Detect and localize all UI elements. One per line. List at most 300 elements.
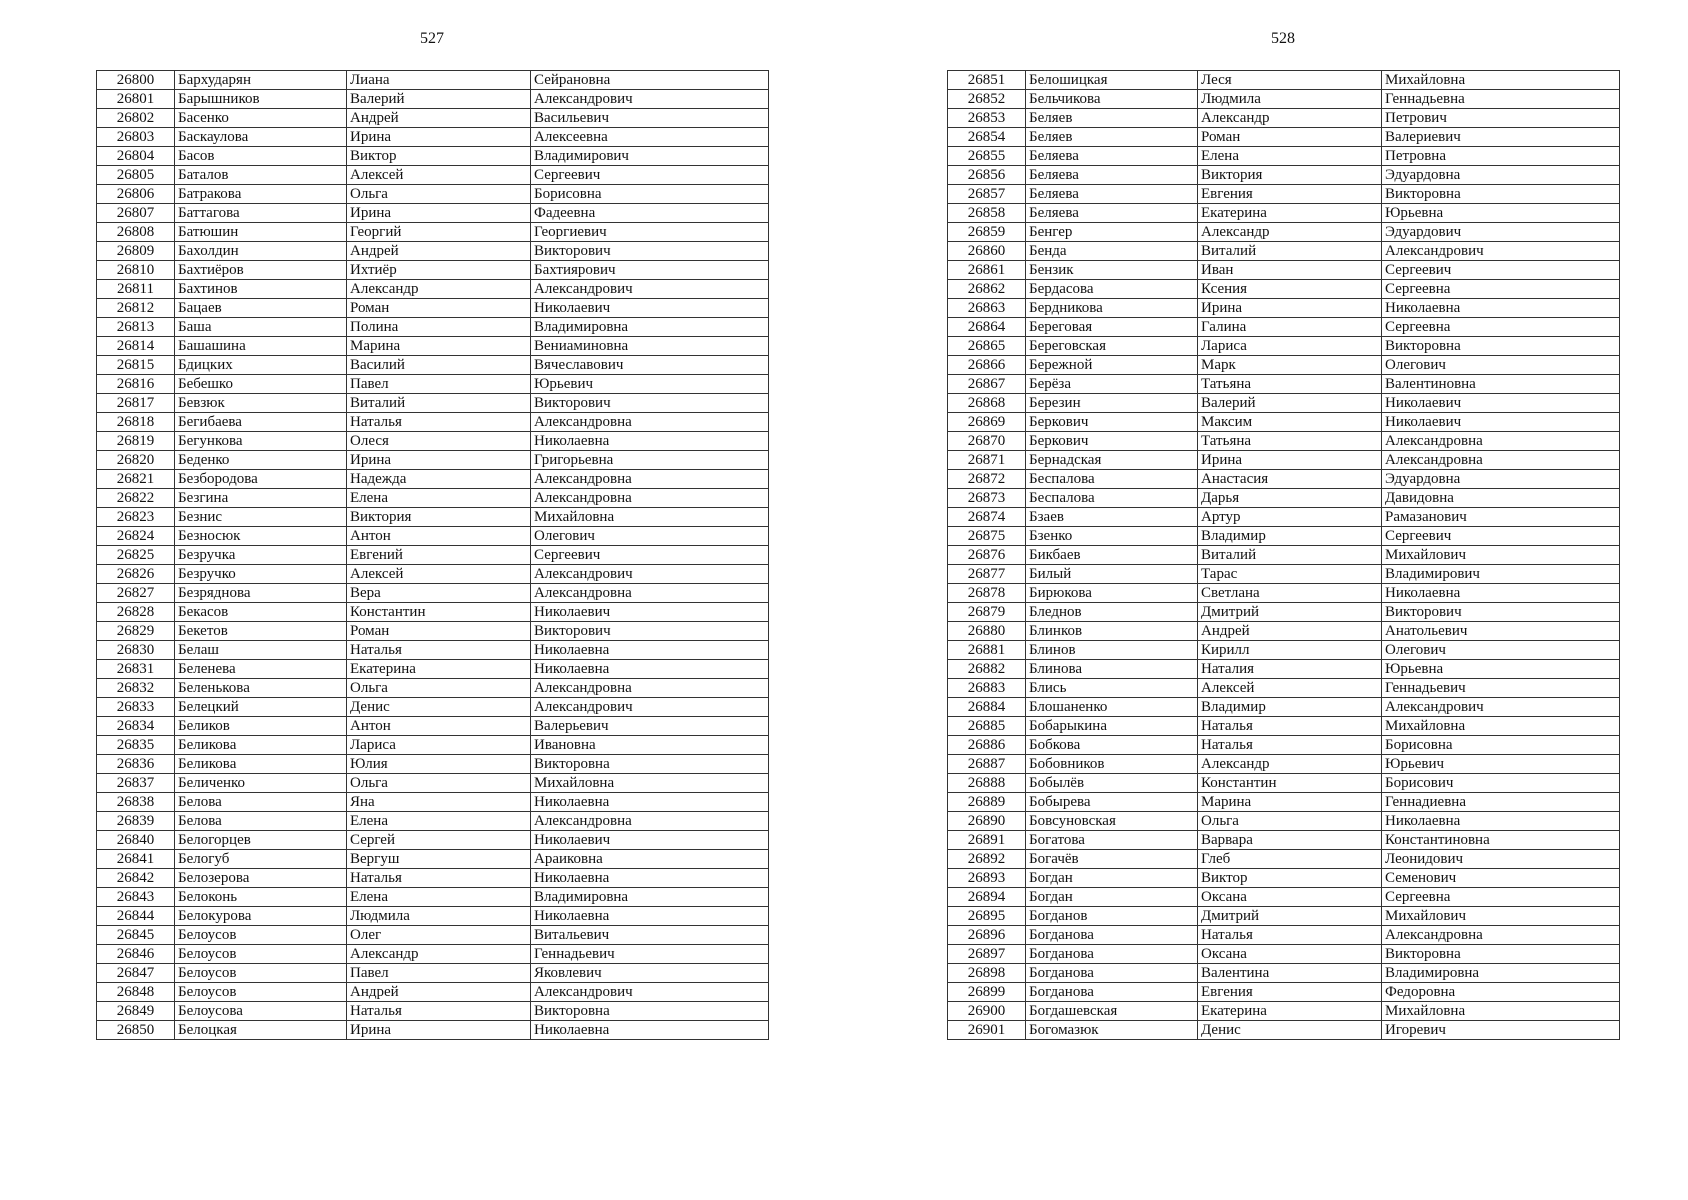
record-number: 26822 (97, 489, 175, 508)
table-row (948, 470, 1620, 489)
patronymic-cell: Олегович (1382, 356, 1620, 375)
first-name-cell: Александр (347, 945, 531, 964)
surname-cell: Белошицкая (1026, 71, 1198, 90)
patronymic-cell: Николаевна (1382, 812, 1620, 831)
table-row (97, 242, 769, 261)
patronymic-cell: Игоревич (1382, 1021, 1620, 1040)
first-name-cell: Екатерина (1198, 204, 1382, 223)
first-name-cell: Ирина (1198, 299, 1382, 318)
first-name-cell: Елена (1198, 147, 1382, 166)
first-name-cell: Виктория (347, 508, 531, 527)
surname-cell: Бархударян (175, 71, 347, 90)
patronymic-cell: Васильевич (531, 109, 769, 128)
first-name-cell: Андрей (1198, 622, 1382, 641)
table-row (97, 964, 769, 983)
first-name-cell: Павел (347, 964, 531, 983)
record-number: 26850 (97, 1021, 175, 1040)
surname-cell: Бекасов (175, 603, 347, 622)
patronymic-cell: Александрович (531, 90, 769, 109)
patronymic-cell: Александрович (531, 983, 769, 1002)
first-name-cell: Людмила (1198, 90, 1382, 109)
surname-cell: Бензик (1026, 261, 1198, 280)
first-name-cell: Яна (347, 793, 531, 812)
patronymic-cell: Константиновна (1382, 831, 1620, 850)
record-number: 26830 (97, 641, 175, 660)
patronymic-cell: Александровна (531, 470, 769, 489)
record-number: 26837 (97, 774, 175, 793)
surname-cell: Берёза (1026, 375, 1198, 394)
first-name-cell: Александр (1198, 755, 1382, 774)
record-number: 26849 (97, 1002, 175, 1021)
first-name-cell: Валерий (1198, 394, 1382, 413)
patronymic-cell: Михайловна (1382, 71, 1620, 90)
record-number: 26836 (97, 755, 175, 774)
surname-cell: Береговая (1026, 318, 1198, 337)
patronymic-cell: Петровна (1382, 147, 1620, 166)
record-number: 26843 (97, 888, 175, 907)
table-row (97, 261, 769, 280)
patronymic-cell: Леонидович (1382, 850, 1620, 869)
table-row (948, 489, 1620, 508)
record-number: 26876 (948, 546, 1026, 565)
surname-cell: Басенко (175, 109, 347, 128)
first-name-cell: Глеб (1198, 850, 1382, 869)
surname-cell: Береговская (1026, 337, 1198, 356)
first-name-cell: Валентина (1198, 964, 1382, 983)
record-number: 26861 (948, 261, 1026, 280)
first-name-cell: Роман (347, 622, 531, 641)
record-number: 26880 (948, 622, 1026, 641)
table-row (97, 1021, 769, 1040)
record-number: 26809 (97, 242, 175, 261)
first-name-cell: Наталья (1198, 717, 1382, 736)
record-number: 26892 (948, 850, 1026, 869)
first-name-cell: Людмила (347, 907, 531, 926)
table-row (97, 318, 769, 337)
patronymic-cell: Михайлович (1382, 907, 1620, 926)
table-row (97, 679, 769, 698)
surname-cell: Безнис (175, 508, 347, 527)
table-row (948, 850, 1620, 869)
first-name-cell: Ирина (347, 204, 531, 223)
surname-cell: Беликов (175, 717, 347, 736)
table-row (97, 565, 769, 584)
patronymic-cell: Араиковна (531, 850, 769, 869)
table-row (948, 432, 1620, 451)
first-name-cell: Виталий (1198, 546, 1382, 565)
record-number: 26807 (97, 204, 175, 223)
surname-cell: Беличенко (175, 774, 347, 793)
surname-cell: Бдицких (175, 356, 347, 375)
record-number: 26898 (948, 964, 1026, 983)
first-name-cell: Алексей (1198, 679, 1382, 698)
first-name-cell: Константин (1198, 774, 1382, 793)
first-name-cell: Алексей (347, 166, 531, 185)
record-number: 26890 (948, 812, 1026, 831)
surname-cell: Блись (1026, 679, 1198, 698)
patronymic-cell: Фадеевна (531, 204, 769, 223)
table-row (97, 869, 769, 888)
first-name-cell: Леся (1198, 71, 1382, 90)
table-row (97, 793, 769, 812)
patronymic-cell: Николаевна (531, 1021, 769, 1040)
record-number: 26803 (97, 128, 175, 147)
surname-cell: Беленева (175, 660, 347, 679)
first-name-cell: Андрей (347, 109, 531, 128)
patronymic-cell: Ивановна (531, 736, 769, 755)
surname-cell: Бегибаева (175, 413, 347, 432)
surname-cell: Безгина (175, 489, 347, 508)
patronymic-cell: Александрович (531, 280, 769, 299)
first-name-cell: Екатерина (1198, 1002, 1382, 1021)
first-name-cell: Алексей (347, 565, 531, 584)
first-name-cell: Сергей (347, 831, 531, 850)
patronymic-cell: Михайловна (531, 774, 769, 793)
record-number: 26813 (97, 318, 175, 337)
record-number: 26838 (97, 793, 175, 812)
patronymic-cell: Семенович (1382, 869, 1620, 888)
record-number: 26814 (97, 337, 175, 356)
record-number: 26841 (97, 850, 175, 869)
patronymic-cell: Викторовна (531, 755, 769, 774)
patronymic-cell: Александровна (1382, 926, 1620, 945)
record-number: 26881 (948, 641, 1026, 660)
first-name-cell: Лариса (1198, 337, 1382, 356)
first-name-cell: Денис (1198, 1021, 1382, 1040)
patronymic-cell: Николаевна (531, 907, 769, 926)
patronymic-cell: Сергеевна (1382, 318, 1620, 337)
table-row (948, 128, 1620, 147)
table-row (948, 641, 1620, 660)
table-row (948, 261, 1620, 280)
record-number: 26806 (97, 185, 175, 204)
record-number: 26804 (97, 147, 175, 166)
record-number: 26884 (948, 698, 1026, 717)
record-number: 26855 (948, 147, 1026, 166)
patronymic-cell: Борисович (1382, 774, 1620, 793)
patronymic-cell: Николаевна (1382, 299, 1620, 318)
patronymic-cell: Давидовна (1382, 489, 1620, 508)
patronymic-cell: Владимирович (531, 147, 769, 166)
surname-cell: Беденко (175, 451, 347, 470)
surname-cell: Бенда (1026, 242, 1198, 261)
first-name-cell: Оксана (1198, 888, 1382, 907)
patronymic-cell: Сергеевич (531, 166, 769, 185)
table-row (948, 185, 1620, 204)
first-name-cell: Елена (347, 888, 531, 907)
first-name-cell: Иван (1198, 261, 1382, 280)
first-name-cell: Виталий (347, 394, 531, 413)
first-name-cell: Евгения (1198, 983, 1382, 1002)
surname-cell: Баталов (175, 166, 347, 185)
table-row (948, 527, 1620, 546)
record-number: 26899 (948, 983, 1026, 1002)
first-name-cell: Анастасия (1198, 470, 1382, 489)
surname-cell: Белозерова (175, 869, 347, 888)
record-number: 26868 (948, 394, 1026, 413)
first-name-cell: Лиана (347, 71, 531, 90)
surname-cell: Блинов (1026, 641, 1198, 660)
record-number: 26847 (97, 964, 175, 983)
first-name-cell: Татьяна (1198, 375, 1382, 394)
table-row (97, 584, 769, 603)
first-name-cell: Марина (1198, 793, 1382, 812)
patronymic-cell: Алексеевна (531, 128, 769, 147)
patronymic-cell: Георгиевич (531, 223, 769, 242)
first-name-cell: Вергуш (347, 850, 531, 869)
surname-cell: Беспалова (1026, 489, 1198, 508)
first-name-cell: Дарья (1198, 489, 1382, 508)
table-row (97, 755, 769, 774)
patronymic-cell: Владимировна (531, 318, 769, 337)
surname-cell: Белоусов (175, 964, 347, 983)
page-number: 527 (420, 30, 444, 47)
record-number: 26885 (948, 717, 1026, 736)
patronymic-cell: Эдуардовна (1382, 166, 1620, 185)
surname-cell: Белаш (175, 641, 347, 660)
surname-cell: Беркович (1026, 413, 1198, 432)
patronymic-cell: Николаевич (1382, 394, 1620, 413)
table-row (948, 945, 1620, 964)
table-row (97, 280, 769, 299)
patronymic-cell: Валериевич (1382, 128, 1620, 147)
record-number: 26869 (948, 413, 1026, 432)
surname-cell: Бебешко (175, 375, 347, 394)
record-number: 26802 (97, 109, 175, 128)
table-row (97, 641, 769, 660)
table-row (97, 508, 769, 527)
first-name-cell: Марк (1198, 356, 1382, 375)
record-number: 26883 (948, 679, 1026, 698)
surname-cell: Бахтиёров (175, 261, 347, 280)
patronymic-cell: Яковлевич (531, 964, 769, 983)
record-number: 26865 (948, 337, 1026, 356)
table-row (97, 451, 769, 470)
first-name-cell: Юлия (347, 755, 531, 774)
first-name-cell: Владимир (1198, 698, 1382, 717)
record-number: 26873 (948, 489, 1026, 508)
record-number: 26886 (948, 736, 1026, 755)
surname-cell: Безносюк (175, 527, 347, 546)
first-name-cell: Дмитрий (1198, 603, 1382, 622)
record-number: 26834 (97, 717, 175, 736)
surname-cell: Бзаев (1026, 508, 1198, 527)
first-name-cell: Ирина (347, 451, 531, 470)
first-name-cell: Светлана (1198, 584, 1382, 603)
record-number: 26895 (948, 907, 1026, 926)
table-row (948, 755, 1620, 774)
surname-cell: Беленькова (175, 679, 347, 698)
first-name-cell: Ксения (1198, 280, 1382, 299)
record-number: 26818 (97, 413, 175, 432)
patronymic-cell: Сергеевна (1382, 888, 1620, 907)
table-row (948, 926, 1620, 945)
table-row (97, 204, 769, 223)
surname-cell: Богдан (1026, 888, 1198, 907)
table-row (948, 204, 1620, 223)
record-number: 26844 (97, 907, 175, 926)
table-row (97, 850, 769, 869)
first-name-cell: Елена (347, 812, 531, 831)
table-row (948, 622, 1620, 641)
first-name-cell: Виктор (347, 147, 531, 166)
record-number: 26827 (97, 584, 175, 603)
surname-cell: Бернадская (1026, 451, 1198, 470)
first-name-cell: Евгений (347, 546, 531, 565)
first-name-cell: Екатерина (347, 660, 531, 679)
surname-cell: Бобылёв (1026, 774, 1198, 793)
patronymic-cell: Викторовна (531, 1002, 769, 1021)
surname-cell: Безручка (175, 546, 347, 565)
patronymic-cell: Викторовна (1382, 185, 1620, 204)
first-name-cell: Максим (1198, 413, 1382, 432)
table-row (948, 831, 1620, 850)
patronymic-cell: Юрьевна (1382, 204, 1620, 223)
record-number: 26866 (948, 356, 1026, 375)
record-number: 26845 (97, 926, 175, 945)
patronymic-cell: Валентиновна (1382, 375, 1620, 394)
surname-cell: Белоусов (175, 945, 347, 964)
table-row (97, 1002, 769, 1021)
patronymic-cell: Александровна (1382, 432, 1620, 451)
patronymic-cell: Геннадьевич (1382, 679, 1620, 698)
surname-cell: Бирюкова (1026, 584, 1198, 603)
first-name-cell: Полина (347, 318, 531, 337)
first-name-cell: Наталья (347, 413, 531, 432)
record-number: 26891 (948, 831, 1026, 850)
surname-cell: Батракова (175, 185, 347, 204)
first-name-cell: Павел (347, 375, 531, 394)
first-name-cell: Варвара (1198, 831, 1382, 850)
record-number: 26900 (948, 1002, 1026, 1021)
table-row (948, 888, 1620, 907)
surname-cell: Бобырева (1026, 793, 1198, 812)
first-name-cell: Виктория (1198, 166, 1382, 185)
first-name-cell: Надежда (347, 470, 531, 489)
first-name-cell: Тарас (1198, 565, 1382, 584)
surname-cell: Белоцкая (175, 1021, 347, 1040)
table-row (97, 223, 769, 242)
surname-cell: Бзенко (1026, 527, 1198, 546)
surname-cell: Белоусова (175, 1002, 347, 1021)
surname-cell: Богомазюк (1026, 1021, 1198, 1040)
patronymic-cell: Сергеевич (1382, 261, 1620, 280)
surname-cell: Богдашевская (1026, 1002, 1198, 1021)
patronymic-cell: Валерьевич (531, 717, 769, 736)
table-row (97, 926, 769, 945)
first-name-cell: Наталья (1198, 736, 1382, 755)
patronymic-cell: Николаевич (1382, 413, 1620, 432)
surname-cell: Белоконь (175, 888, 347, 907)
table-row (97, 660, 769, 679)
surname-cell: Башашина (175, 337, 347, 356)
record-number: 26832 (97, 679, 175, 698)
table-row (948, 546, 1620, 565)
surname-cell: Беликова (175, 736, 347, 755)
first-name-cell: Наталья (1198, 926, 1382, 945)
patronymic-cell: Николаевна (531, 869, 769, 888)
surname-cell: Богданова (1026, 983, 1198, 1002)
patronymic-cell: Николаевна (531, 793, 769, 812)
table-row (97, 527, 769, 546)
surname-cell: Бледнов (1026, 603, 1198, 622)
patronymic-cell: Николаевна (531, 641, 769, 660)
table-row (948, 1021, 1620, 1040)
table-row (97, 147, 769, 166)
surname-cell: Беспалова (1026, 470, 1198, 489)
record-number: 26853 (948, 109, 1026, 128)
record-number: 26889 (948, 793, 1026, 812)
surname-cell: Богдан (1026, 869, 1198, 888)
record-number: 26811 (97, 280, 175, 299)
patronymic-cell: Юрьевич (1382, 755, 1620, 774)
record-number: 26828 (97, 603, 175, 622)
first-name-cell: Кирилл (1198, 641, 1382, 660)
record-number: 26800 (97, 71, 175, 90)
roster-table (96, 70, 769, 1040)
table-row (948, 565, 1620, 584)
table-row (948, 242, 1620, 261)
patronymic-cell: Олегович (1382, 641, 1620, 660)
table-row (948, 1002, 1620, 1021)
table-row (948, 280, 1620, 299)
table-row (948, 508, 1620, 527)
record-number: 26821 (97, 470, 175, 489)
patronymic-cell: Викторович (531, 242, 769, 261)
record-number: 26825 (97, 546, 175, 565)
table-row (948, 451, 1620, 470)
patronymic-cell: Викторовна (1382, 337, 1620, 356)
surname-cell: Беляева (1026, 166, 1198, 185)
record-number: 26862 (948, 280, 1026, 299)
patronymic-cell: Николаевна (1382, 584, 1620, 603)
surname-cell: Баскаулова (175, 128, 347, 147)
patronymic-cell: Михайловна (531, 508, 769, 527)
patronymic-cell: Эдуардовна (1382, 470, 1620, 489)
record-number: 26846 (97, 945, 175, 964)
surname-cell: Богданова (1026, 964, 1198, 983)
patronymic-cell: Борисовна (531, 185, 769, 204)
patronymic-cell: Викторович (531, 622, 769, 641)
patronymic-cell: Владимирович (1382, 565, 1620, 584)
record-number: 26823 (97, 508, 175, 527)
first-name-cell: Евгения (1198, 185, 1382, 204)
surname-cell: Белокурова (175, 907, 347, 926)
table-row (948, 983, 1620, 1002)
surname-cell: Бахтинов (175, 280, 347, 299)
patronymic-cell: Сергеевич (1382, 527, 1620, 546)
table-row (97, 337, 769, 356)
table-row (948, 660, 1620, 679)
table-row (948, 413, 1620, 432)
surname-cell: Беляева (1026, 185, 1198, 204)
table-row (97, 489, 769, 508)
surname-cell: Беляева (1026, 204, 1198, 223)
record-number: 26863 (948, 299, 1026, 318)
surname-cell: Бельчикова (1026, 90, 1198, 109)
first-name-cell: Ихтиёр (347, 261, 531, 280)
patronymic-cell: Александровна (531, 489, 769, 508)
surname-cell: Бердасова (1026, 280, 1198, 299)
first-name-cell: Вера (347, 584, 531, 603)
table-row (948, 356, 1620, 375)
table-row (97, 375, 769, 394)
record-number: 26812 (97, 299, 175, 318)
patronymic-cell: Михайлович (1382, 546, 1620, 565)
surname-cell: Белова (175, 793, 347, 812)
record-number: 26833 (97, 698, 175, 717)
patronymic-cell: Николаевич (531, 831, 769, 850)
